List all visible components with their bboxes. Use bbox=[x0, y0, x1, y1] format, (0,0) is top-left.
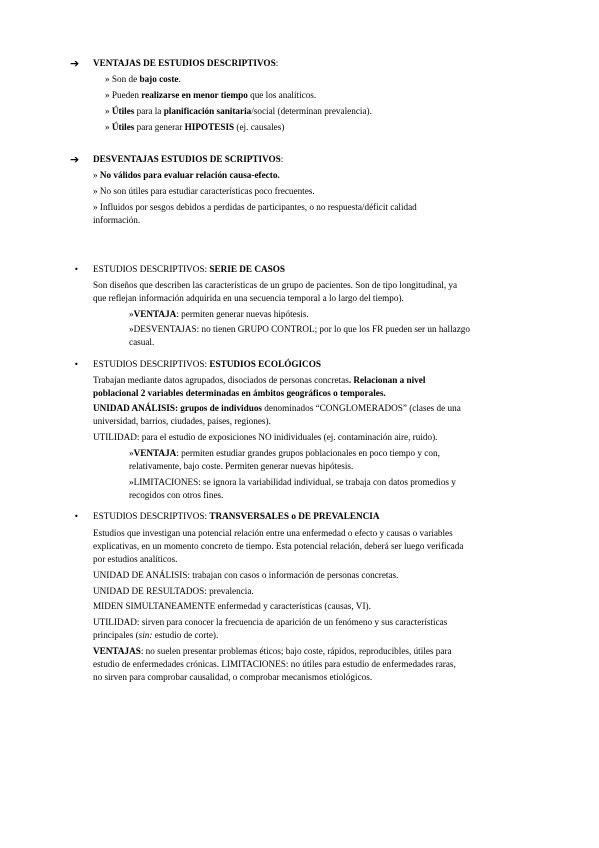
transversales-miden: MIDEN SIMULTANEAMENTE enfermedad y características (causas, VI). bbox=[93, 601, 371, 611]
transversales-line-1: Estudios que investigan una potencial relación entre una enfermedad o efecto y causas o variables bbox=[93, 528, 453, 538]
casos-line-2: que reflejan información adquirida en una secuencia temporal a lo largo del tiempo). bbox=[93, 293, 404, 303]
casos-ventaja: »VENTAJA: permiten generar nuevas hipótesis. bbox=[129, 309, 309, 319]
ecologicos-line-2: poblacional 2 variables determinadas en ámbitos geográficos o temporales. bbox=[93, 388, 386, 398]
ecologicos-utilidad: UTILIDAD: para el estudio de exposiciones NO inidividuales (ej. contaminación aire, ruido). bbox=[93, 432, 438, 442]
desventajas-item-1: » No válidos para evaluar relación causa-efecto. bbox=[93, 170, 280, 180]
transversales-unidad-analisis: UNIDAD DE ANÁLISIS: trabajan con casos o información de personas concretas. bbox=[93, 570, 399, 580]
desventajas-title: DESVENTAJAS ESTUDIOS DE SCRIPTIVOS: bbox=[93, 154, 284, 164]
ecologicos-unidad-cont: universidad, barrios, ciudades, países, regiones). bbox=[93, 416, 271, 426]
bullet-icon: • bbox=[74, 265, 79, 274]
bullet-icon: • bbox=[74, 360, 79, 369]
arrow-icon: ➔ bbox=[70, 57, 80, 70]
bullet-icon: • bbox=[74, 512, 79, 521]
transversales-utilidad: UTILIDAD: sirven para conocer la frecuencia de aparición de un fenómeno y sus características bbox=[93, 617, 448, 627]
desventajas-item-3: » Influidos por sesgos debidos a perdidas de participantes, o no respuesta/déficit calidad bbox=[93, 202, 417, 212]
ecologicos-limitaciones-cont: recogidos con otros fines. bbox=[129, 490, 224, 500]
ecologicos-heading: ESTUDIOS DESCRIPTIVOS: ESTUDIOS ECOLÓGICOS bbox=[93, 359, 321, 369]
transversales-line-3: por estudios analíticos. bbox=[93, 554, 178, 564]
ventajas-item-4: » Útiles para generar HIPOTESIS (ej. causales) bbox=[105, 122, 285, 132]
ecologicos-ventaja: »VENTAJA: permiten estudiar grandes grupos poblacionales en poco tiempo y con, bbox=[129, 448, 440, 458]
casos-desventajas: »DESVENTAJAS: no tienen GRUPO CONTROL; por lo que los FR pueden ser un hallazgo bbox=[129, 324, 470, 334]
ventajas-item-1: » Son de bajo coste. bbox=[105, 74, 181, 84]
desventajas-item-3-cont: información. bbox=[93, 215, 141, 225]
casos-line-1: Son diseños que describen las características de un grupo de pacientes. Son de tipo longitudinal, ya bbox=[93, 280, 458, 290]
ecologicos-ventaja-cont: relativamente, bajo coste. Permiten generar nuevas hipótesis. bbox=[129, 461, 354, 471]
transversales-utilidad-cont: principales (sin: estudio de corte). bbox=[93, 630, 219, 640]
casos-desventajas-cont: casual. bbox=[129, 337, 155, 347]
ecologicos-line-1: Trabajan mediante datos agrupados, disociados de personas concretas. Relacionan a nivel bbox=[93, 375, 426, 385]
desventajas-item-2: » No son útiles para estudiar características poco frecuentes. bbox=[93, 186, 315, 196]
transversales-ventajas-cont-2: no sirven para comprobar causalidad, o comprobar mecanismos etiológicos. bbox=[93, 672, 373, 682]
arrow-icon: ➔ bbox=[70, 153, 80, 166]
transversales-unidad-resultados: UNIDAD DE RESULTADOS: prevalencia. bbox=[93, 586, 254, 596]
ventajas-title: VENTAJAS DE ESTUDIOS DESCRIPTIVOS: bbox=[93, 58, 279, 68]
transversales-ventajas: VENTAJAS: no suelen presentar problemas éticos; bajo coste, rápidos, reproducibles, útiles para bbox=[93, 646, 452, 656]
transversales-heading: ESTUDIOS DESCRIPTIVOS: TRANSVERSALES o DE PREVALENCIA bbox=[93, 511, 380, 521]
transversales-ventajas-cont-1: estudio de enfermedades crónicas. LIMITACIONES: no útiles para estudio de enfermedades raras, bbox=[93, 659, 456, 669]
transversales-line-2: explicativas, en un momento concreto de tiempo. Esta potencial relación, deberá ser luego verificada bbox=[93, 541, 464, 551]
ecologicos-limitaciones: »LIMITACIONES: se ignora la variabilidad individual, se trabaja con datos promedios y bbox=[129, 477, 456, 487]
ventajas-item-3: » Útiles para la planificación sanitaria/social (determinan prevalencia). bbox=[105, 106, 372, 116]
ecologicos-unidad: UNIDAD ANÁLISIS: grupos de individuos denominados “CONGLOMERADOS” (clases de una bbox=[93, 403, 461, 413]
casos-heading: ESTUDIOS DESCRIPTIVOS: SERIE DE CASOS bbox=[93, 264, 285, 274]
ventajas-item-2: » Pueden realizarse en menor tiempo que los analíticos. bbox=[105, 90, 317, 100]
